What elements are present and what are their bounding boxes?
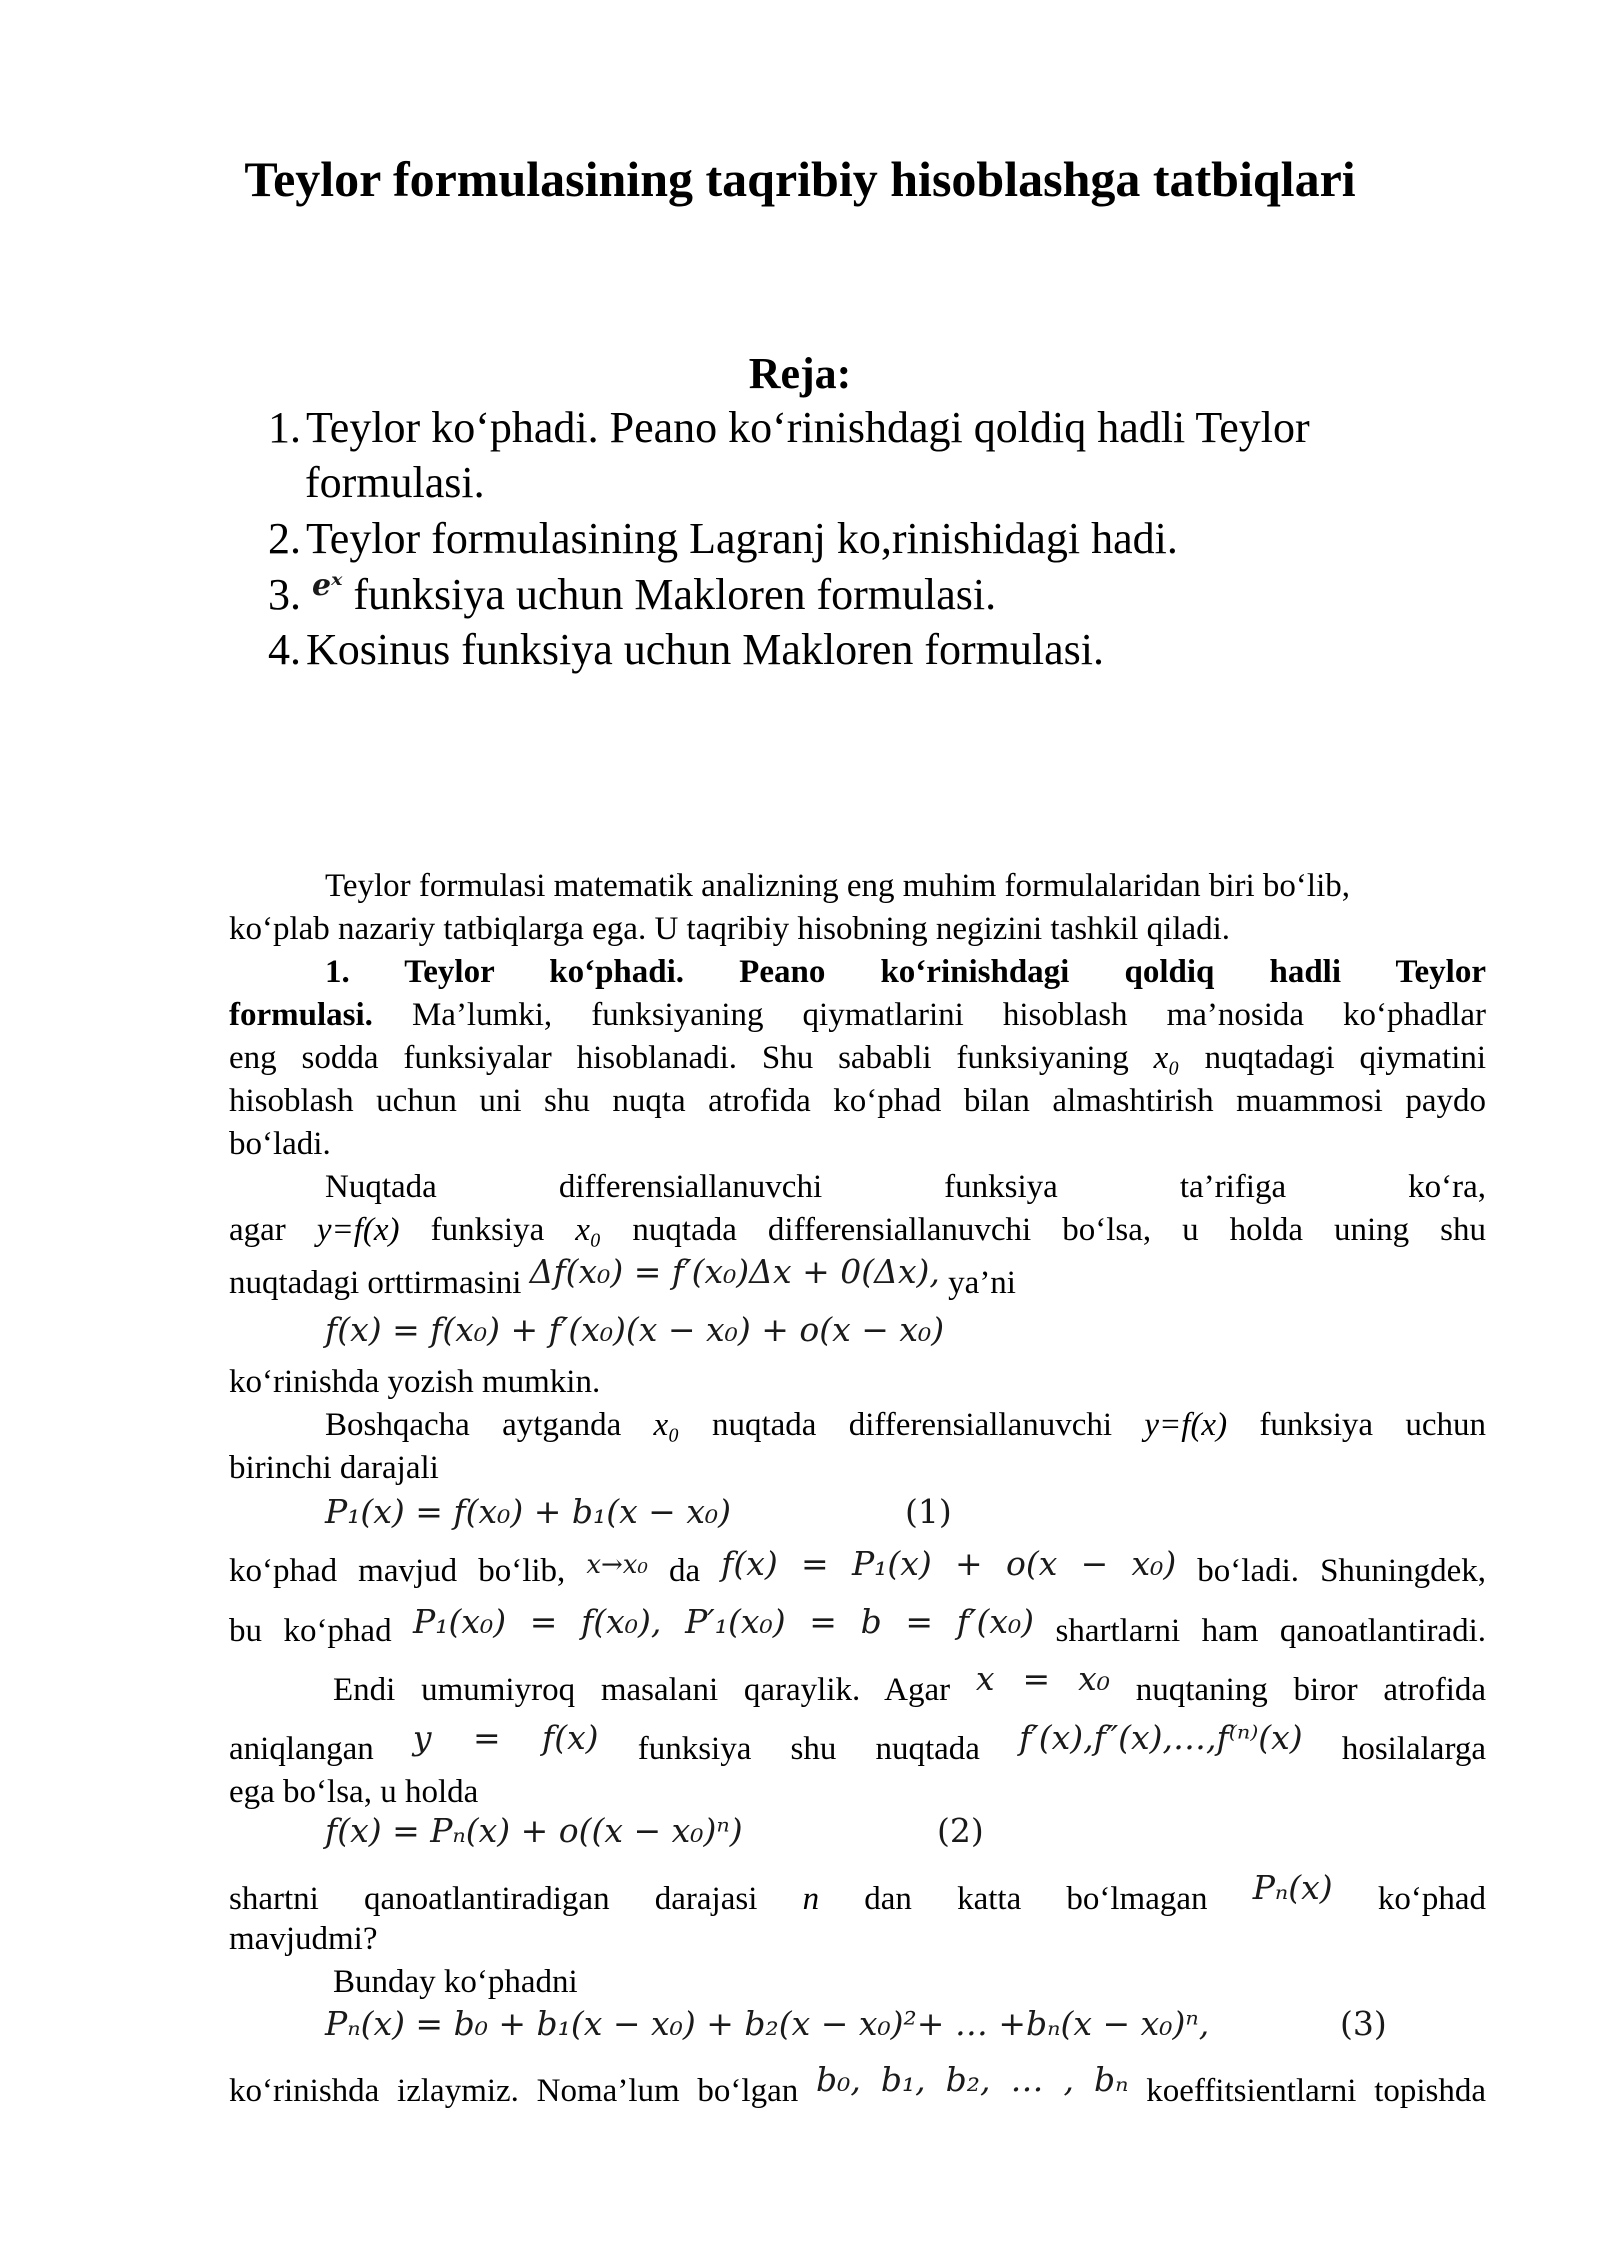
plan-item-2-number: 2. [268,514,301,563]
paragraph-line: ko‘rinishda yozish mumkin. [229,1364,601,1400]
formula-function: y = f(x) [412,1718,599,1757]
formula-1: P₁(x) = f(x₀) + b₁(x − x₀) [325,1492,732,1531]
paragraph-line [333,1659,1487,1709]
plan-item-2 [268,513,1178,564]
formula-2: f(x) = Pₙ(x) + o((x − x₀)ⁿ) [325,1811,743,1850]
plan-item-3-text: funksiya uchun Makloren formulasi. [353,570,997,619]
function-y: y=f(x) [1144,1407,1228,1443]
paragraph-line [229,2060,1487,2110]
paragraph-line [229,1040,1486,1077]
text-segment: dan katta bo‘lmagan [864,1881,1208,1917]
paragraph-intro-line-2: ko‘plab nazariy tatbiqlarga ega. U taqribiy hisobning negizini tashkil qiladi. [229,911,1231,947]
page-title: Teylor formulasining taqribiy hisoblashga tatbiqlari [244,151,1356,207]
text-segment: shartlarni ham qanoatlantiradi. [1055,1613,1487,1649]
text-segment: funksiya uchun [1259,1407,1486,1443]
text-segment: aniqlangan [229,1731,374,1767]
formula-1-number: (1) [905,1492,952,1531]
text-segment: nuqtadagi qiymatini [1204,1040,1487,1076]
paragraph-line [229,1602,1487,1650]
formula-polynomial: Pₙ(x) [1252,1868,1333,1907]
text-segment: nuqtada differensiallanuvchi bo‘lsa, u holda uning shu [632,1212,1487,1248]
plan-item-3-number: 3. [268,570,301,619]
text-segment: bu ko‘phad [229,1613,392,1649]
plan-item-1-line-2: formulasi. [305,458,485,507]
variable-x0: x₀ [1153,1040,1180,1076]
text-segment: ya’ni [948,1265,1016,1301]
text-segment: nuqtadagi orttirmasini [229,1265,522,1301]
text-segment: ko‘phad mavjud bo‘lib, [229,1553,566,1589]
paragraph-intro-line-1: Teylor formulasi matematik analizning eng muhim formulalaridan biri bo‘lib, [325,868,1350,904]
paragraph-line: mavjudmi? [229,1921,378,1957]
paragraph-line: birinchi darajali [229,1450,439,1486]
paragraph-line: Bunday ko‘phadni [333,1964,578,2000]
text-segment: hosilalarga [1341,1731,1486,1767]
plan-heading: Reja: [748,349,852,398]
formula-2-number: (2) [937,1811,984,1850]
text-segment: ko‘phad [1377,1881,1486,1917]
paragraph-line: hisoblash uchun uni shu nuqta atrofida ko‘phad bilan almashtirish muammosi paydo [229,1083,1486,1119]
limit-expression: x→x₀ [586,1550,648,1580]
section-1-heading: 1. Teylor ko‘phadi. Peano ko‘rinishdagi qoldiq hadli Teylor [325,954,1486,990]
section-1-heading-end: formulasi. [229,997,373,1033]
text-segment: funksiya shu nuqtada [637,1731,980,1767]
text-segment: Ma’lumki, funksiyaning qiymatlarini hisoblash ma’nosida ko‘phadlar [411,997,1486,1033]
variable-x0: x₀ [575,1212,602,1248]
formula-derivatives: f′(x),f″(x),…,f⁽ⁿ⁾(x) [1019,1718,1303,1757]
formula-coefficients: b₀, b₁, b₂, … , bₙ [815,2060,1129,2099]
text-segment: bo‘ladi. Shuningdek, [1197,1553,1486,1589]
formula-point: x = x₀ [975,1659,1110,1698]
paragraph-line: bo‘ladi. [229,1126,331,1162]
text-segment: Endi umumiyroq masalani qaraylik. Agar [333,1672,951,1708]
text-segment: ko‘rinishda izlaymiz. Noma’lum bo‘lgan [229,2073,799,2109]
text-segment: da [668,1553,701,1589]
text-segment: agar [229,1212,286,1248]
text-segment: Boshqacha aytganda [325,1407,622,1443]
formula-increment: Δf(x₀) = f′(x₀)Δx + 0(Δx), [529,1252,940,1291]
text-segment: nuqtaning biror atrofida [1135,1672,1487,1708]
plan-item-1 [268,402,1310,453]
text-segment: eng sodda funksiyalar hisoblanadi. Shu sababli funksiyaning [229,1040,1129,1076]
function-y: y=f(x) [316,1212,400,1248]
plan-item-4-text: Kosinus funksiya uchun Makloren formulasi. [306,625,1104,674]
variable-x0: x₀ [653,1407,680,1443]
paragraph-line [229,1718,1486,1768]
paragraph-line [325,1407,1486,1444]
text-segment: nuqtada differensiallanuvchi [711,1407,1113,1443]
formula-3-number: (3) [1340,2004,1387,2043]
text-segment: shartni qanoatlantiradigan darajasi [229,1881,758,1917]
paragraph-line: Nuqtada differensiallanuvchi funksiya ta’rifiga ko‘ra, [325,1169,1486,1205]
text-segment: koeffitsientlarni topishda [1146,2073,1487,2109]
paragraph-line: ega bo‘lsa, u holda [229,1774,479,1810]
paragraph-line [229,1868,1486,1918]
paragraph-line [229,1544,1486,1590]
formula-approximation: f(x) = P₁(x) + o(x − x₀) [721,1544,1177,1583]
paragraph-line [229,1252,1016,1302]
plan-item-4-number: 4. [268,625,301,674]
variable-n: n [802,1881,820,1917]
formula-conditions: P₁(x₀) = f(x₀), P′₁(x₀) = b = f′(x₀) [413,1602,1035,1641]
plan-item-1-number: 1. [268,403,301,452]
plan-item-3-expression: eˣ [312,568,343,603]
plan-item-3 [268,569,996,620]
plan-item-1-line-1: Teylor ko‘phadi. Peano ko‘rinishdagi qoldiq hadli Teylor [306,403,1310,452]
paragraph-line [229,1212,1486,1249]
paragraph-line [229,997,1486,1034]
plan-item-2-text: Teylor formulasining Lagranj ko,rinishidagi hadi. [306,514,1178,563]
formula-differential: f(x) = f(x₀) + f′(x₀)(x − x₀) + o(x − x₀) [325,1310,945,1349]
text-segment: funksiya [430,1212,545,1248]
plan-item-4 [268,624,1104,675]
formula-3: Pₙ(x) = b₀ + b₁(x − x₀) + b₂(x − x₀)²+ … +bₙ(x − x₀)ⁿ, [325,2004,1210,2043]
